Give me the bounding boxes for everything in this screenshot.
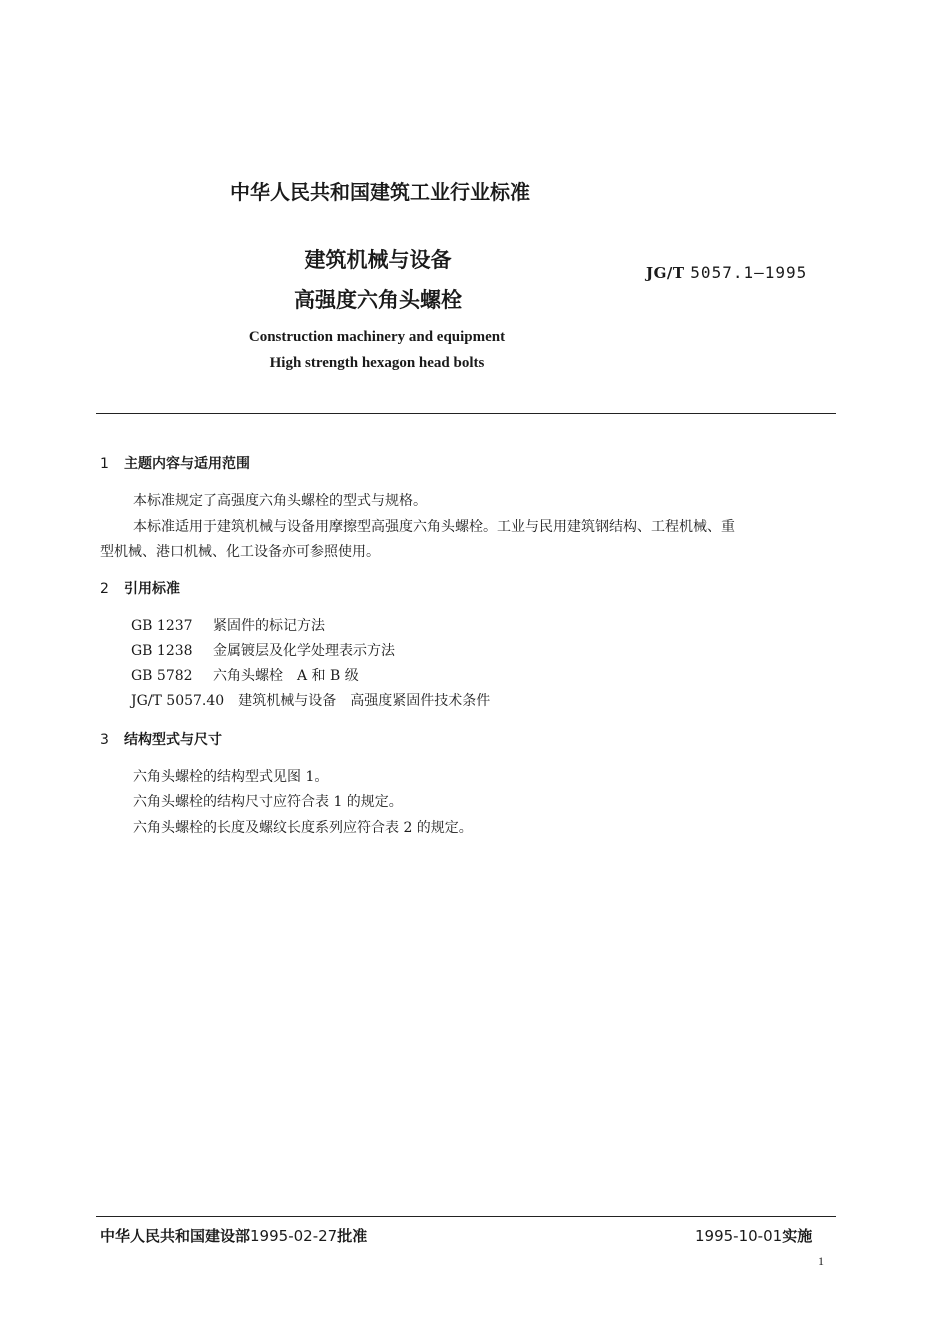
implementation-date: 1995-10-01 [695,1227,783,1245]
footer-divider [96,1216,836,1217]
section-1-para-2-line-2: 型机械、港口机械、化工设备亦可参照使用。 [100,544,380,560]
title-english-line2: High strength hexagon head bolts [269,355,485,371]
standard-prefix: JG/T [646,264,685,282]
section-3-heading [100,729,222,749]
reference-code: GB 1238 [131,643,193,659]
standard-number: 5057.1—1995 [690,263,808,282]
reference-title: 金属镀层及化学处理表示方法 [213,643,395,659]
page-number: 1 [818,1254,824,1268]
reference-item [131,640,395,660]
reference-item [131,615,325,635]
reference-title: 六角头螺栓 A 和 B 级 [213,668,359,684]
standard-code [646,263,807,282]
reference-code: GB 5782 [131,668,193,684]
section-3-number: 3 [100,732,109,748]
reference-code: GB 1237 [131,618,193,634]
title-chinese-line2: 高强度六角头螺栓 [294,288,462,312]
reference-title: 建筑机械与设备 高强度紧固件技术条件 [238,693,491,709]
implementation-label: 实施 [782,1227,813,1245]
reference-code: JG/T 5057.40 [131,693,225,709]
section-1-number: 1 [100,456,109,472]
approval-org: 中华人民共和国建设部 [100,1227,251,1245]
reference-item [131,690,490,710]
title-english-line1: Construction machinery and equipment [248,329,506,345]
section-2-title: 引用标准 [124,581,180,597]
section-3-title: 结构型式与尺寸 [124,732,222,748]
approval-label: 批准 [337,1227,368,1245]
implementation-line [695,1225,812,1246]
title-chinese-line1: 建筑机械与设备 [304,248,452,272]
reference-title: 紧固件的标记方法 [213,618,325,634]
section-1-title: 主题内容与适用范围 [124,456,250,472]
section-3-para-2: 六角头螺栓的结构尺寸应符合表 1 的规定。 [133,794,403,810]
section-1-para-1: 本标准规定了高强度六角头螺栓的型式与规格。 [133,493,427,509]
header-divider [96,413,836,414]
approval-line [100,1225,367,1246]
section-1-para-2-line-1: 本标准适用于建筑机械与设备用摩擦型高强度六角头螺栓。工业与民用建筑钢结构、工程机械、重 [133,519,735,535]
approval-date: 1995-02-27 [250,1227,338,1245]
section-1-heading [100,453,250,473]
section-2-heading [100,578,180,598]
reference-item [131,665,359,685]
section-2-number: 2 [100,581,109,597]
section-3-para-3: 六角头螺栓的长度及螺纹长度系列应符合表 2 的规定。 [133,820,473,836]
section-3-para-1: 六角头螺栓的结构型式见图 1。 [133,769,329,785]
issuing-organization-header: 中华人民共和国建筑工业行业标准 [230,180,530,204]
